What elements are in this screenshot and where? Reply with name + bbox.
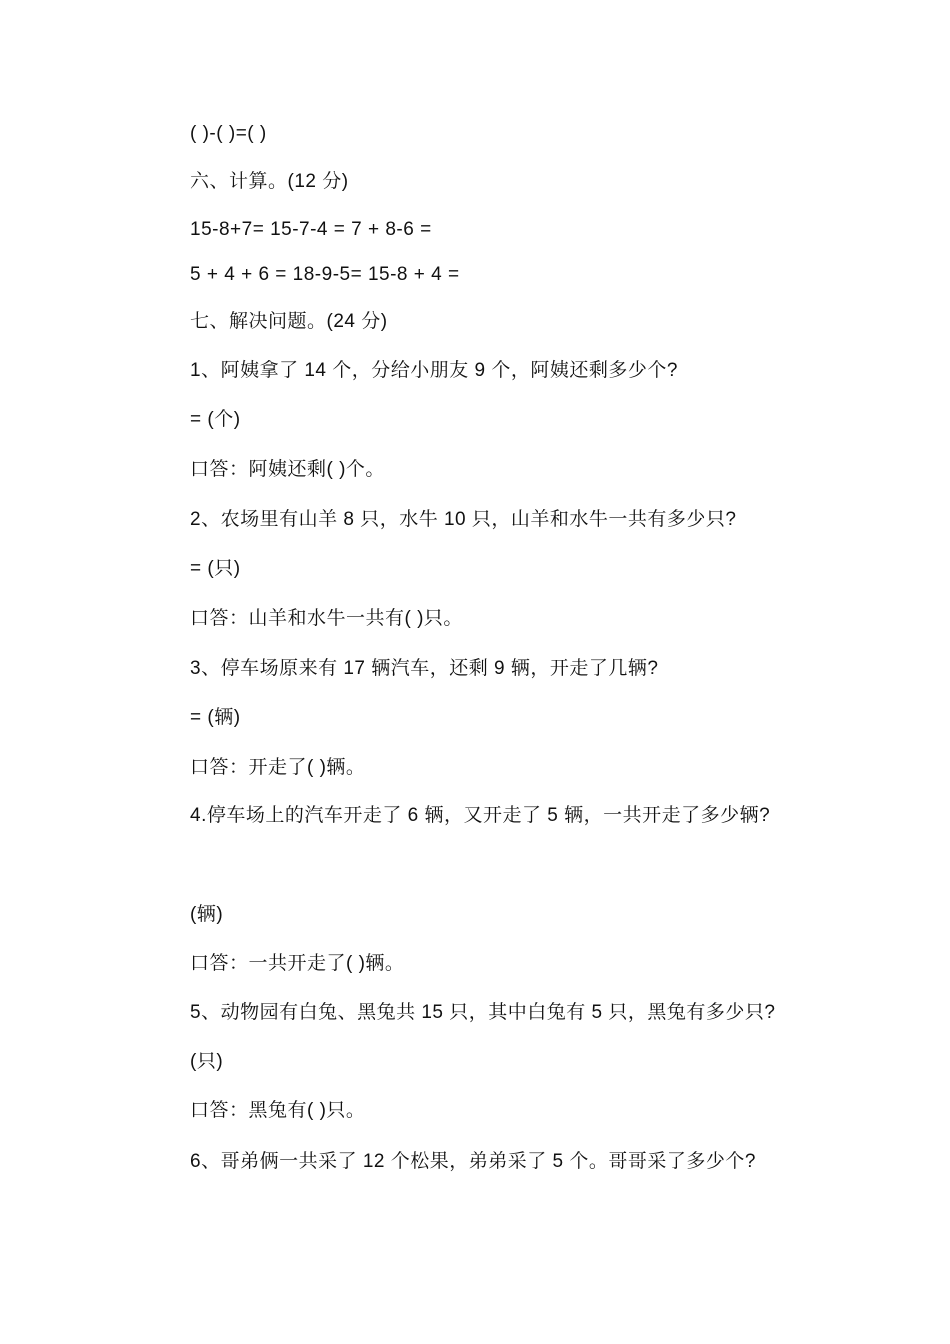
problem-2-answer: 口答：山羊和水牛一共有( )只。: [190, 608, 463, 629]
problem-3-equation: = (辆): [190, 707, 241, 728]
problem-5-answer: 口答：黑兔有( )只。: [190, 1100, 366, 1121]
calc-row-1: 15-8+7= 15-7-4 = 7 + 8-6 =: [190, 219, 432, 240]
problem-3: 3、停车场原来有 17 辆汽车，还剩 9 辆，开走了几辆?: [190, 658, 659, 679]
section-seven-heading: 七、解决问题。(24 分): [190, 311, 388, 332]
calc-row-2: 5 + 4 + 6 = 18-9-5= 15-8 + 4 =: [190, 264, 460, 285]
blank-equation: ( )-( )=( ): [190, 123, 267, 144]
problem-6: 6、哥弟俩一共采了 12 个松果，弟弟采了 5 个。哥哥采了多少个?: [190, 1151, 756, 1172]
problem-1-answer: 口答：阿姨还剩( )个。: [190, 459, 385, 480]
problem-4: 4.停车场上的汽车开走了 6 辆，又开走了 5 辆，一共开走了多少辆?: [190, 805, 771, 826]
problem-2: 2、农场里有山羊 8 只，水牛 10 只，山羊和水牛一共有多少只?: [190, 509, 737, 530]
problem-3-answer: 口答：开走了( )辆。: [190, 757, 366, 778]
problem-4-equation: (辆): [190, 904, 224, 925]
problem-2-equation: = (只): [190, 558, 241, 579]
section-six-heading: 六、计算。(12 分): [190, 171, 349, 192]
problem-1: 1、阿姨拿了 14 个，分给小朋友 9 个，阿姨还剩多少个?: [190, 360, 678, 381]
problem-5: 5、动物园有白兔、黑兔共 15 只，其中白兔有 5 只，黑兔有多少只?: [190, 1002, 776, 1023]
problem-5-equation: (只): [190, 1051, 224, 1072]
problem-1-equation: = (个): [190, 409, 241, 430]
problem-4-answer: 口答：一共开走了( )辆。: [190, 953, 405, 974]
